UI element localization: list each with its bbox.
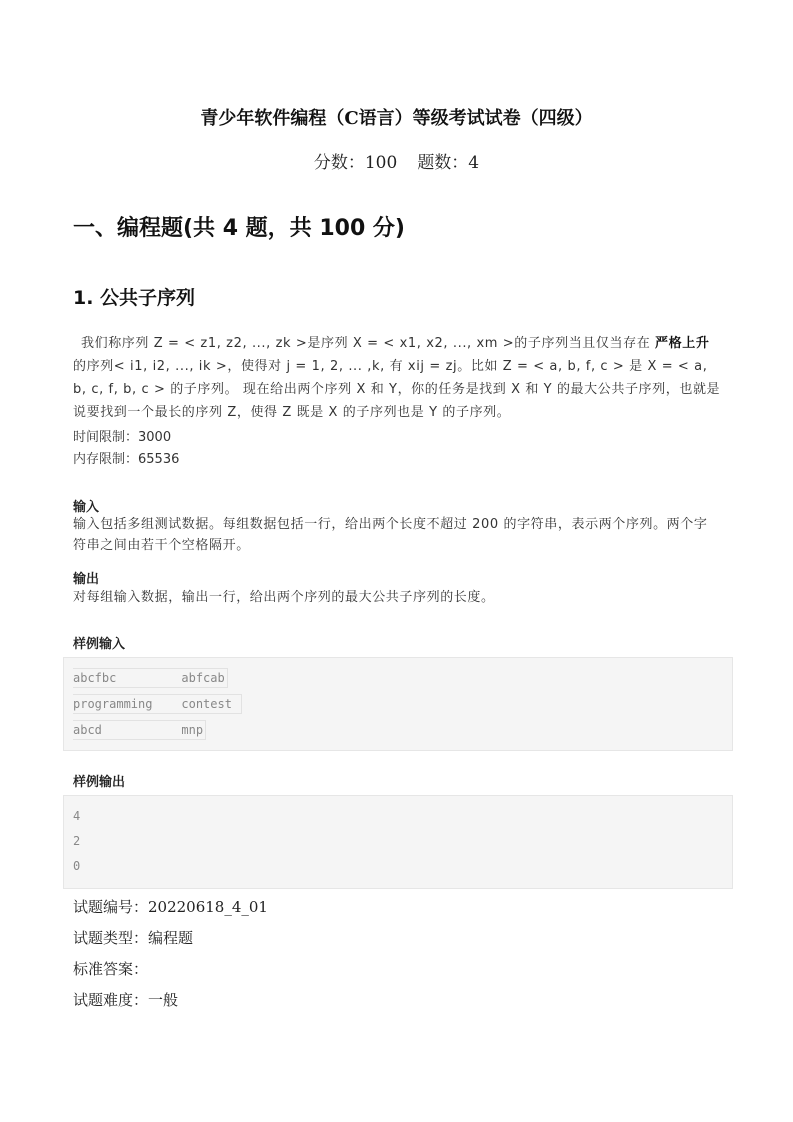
section-heading: 一、编程题(共 4 题，共 100 分) [73,216,405,241]
question-count: 题数：4 [417,153,480,173]
sample-input-box [63,657,733,751]
standard-answer: 标准答案： [73,960,149,978]
desc-bold: 严格上升 [655,336,710,351]
total-score: 分数：100 [313,153,398,173]
output-label: 输出 [73,572,100,587]
sample-output-line: 0 [73,859,81,873]
sample-input-line: abcd mnp [73,720,206,740]
sample-input-label: 样例输入 [73,637,126,652]
question-title: 1. 公共子序列 [73,287,196,309]
limits [73,427,179,471]
question-id: 试题编号：20220618_4_01 [73,898,268,916]
desc-part-1: 我们称序列 Z = < z1, z2, ..., zk >是序列 X = < x1, x2, ..., xm >的子序列当且仅当存在 [81,336,656,351]
sample-output-label: 样例输出 [73,775,126,790]
memory-limit: 内存限制：65536 [73,452,180,467]
sample-output-box [63,795,733,889]
exam-title: 青少年软件编程（C语言）等级考试试卷（四级） [200,108,593,129]
question-description [73,332,721,424]
desc-part-2: 的序列< i1, i2, ..., ik >，使得对 j = 1, 2, ... ,k, 有 xij = zj。比如 Z = < a, b, f, c > 是 X = < a, b, c, f, b, c > 的子序列。 现在给出两个序列 X 和 Y，你的任务是找到 X 和 Y 的最大公共子序列，也就是说要找到一个最长的序列 Z，使得 Z 既是 X 的子序列也是 Y 的子序列。 [73,359,721,420]
sample-input-line: programming contest [73,694,242,714]
output-text: 对每组输入数据，输出一行，给出两个序列的最大公共子序列的长度。 [73,590,495,605]
score-line [0,148,793,173]
question-difficulty: 试题难度：一般 [73,991,179,1009]
question-type: 试题类型：编程题 [73,929,194,947]
input-text: 输入包括多组测试数据。每组数据包括一行，给出两个长度不超过 200 的字符串，表示两个序列。两个字符串之间由若干个空格隔开。 [73,517,708,553]
time-limit: 时间限制：3000 [73,430,172,445]
input-label: 输入 [73,500,100,515]
sample-output-line: 2 [73,834,81,848]
sample-input-line: abcfbc abfcab [73,668,228,688]
sample-output-line: 4 [73,809,81,823]
